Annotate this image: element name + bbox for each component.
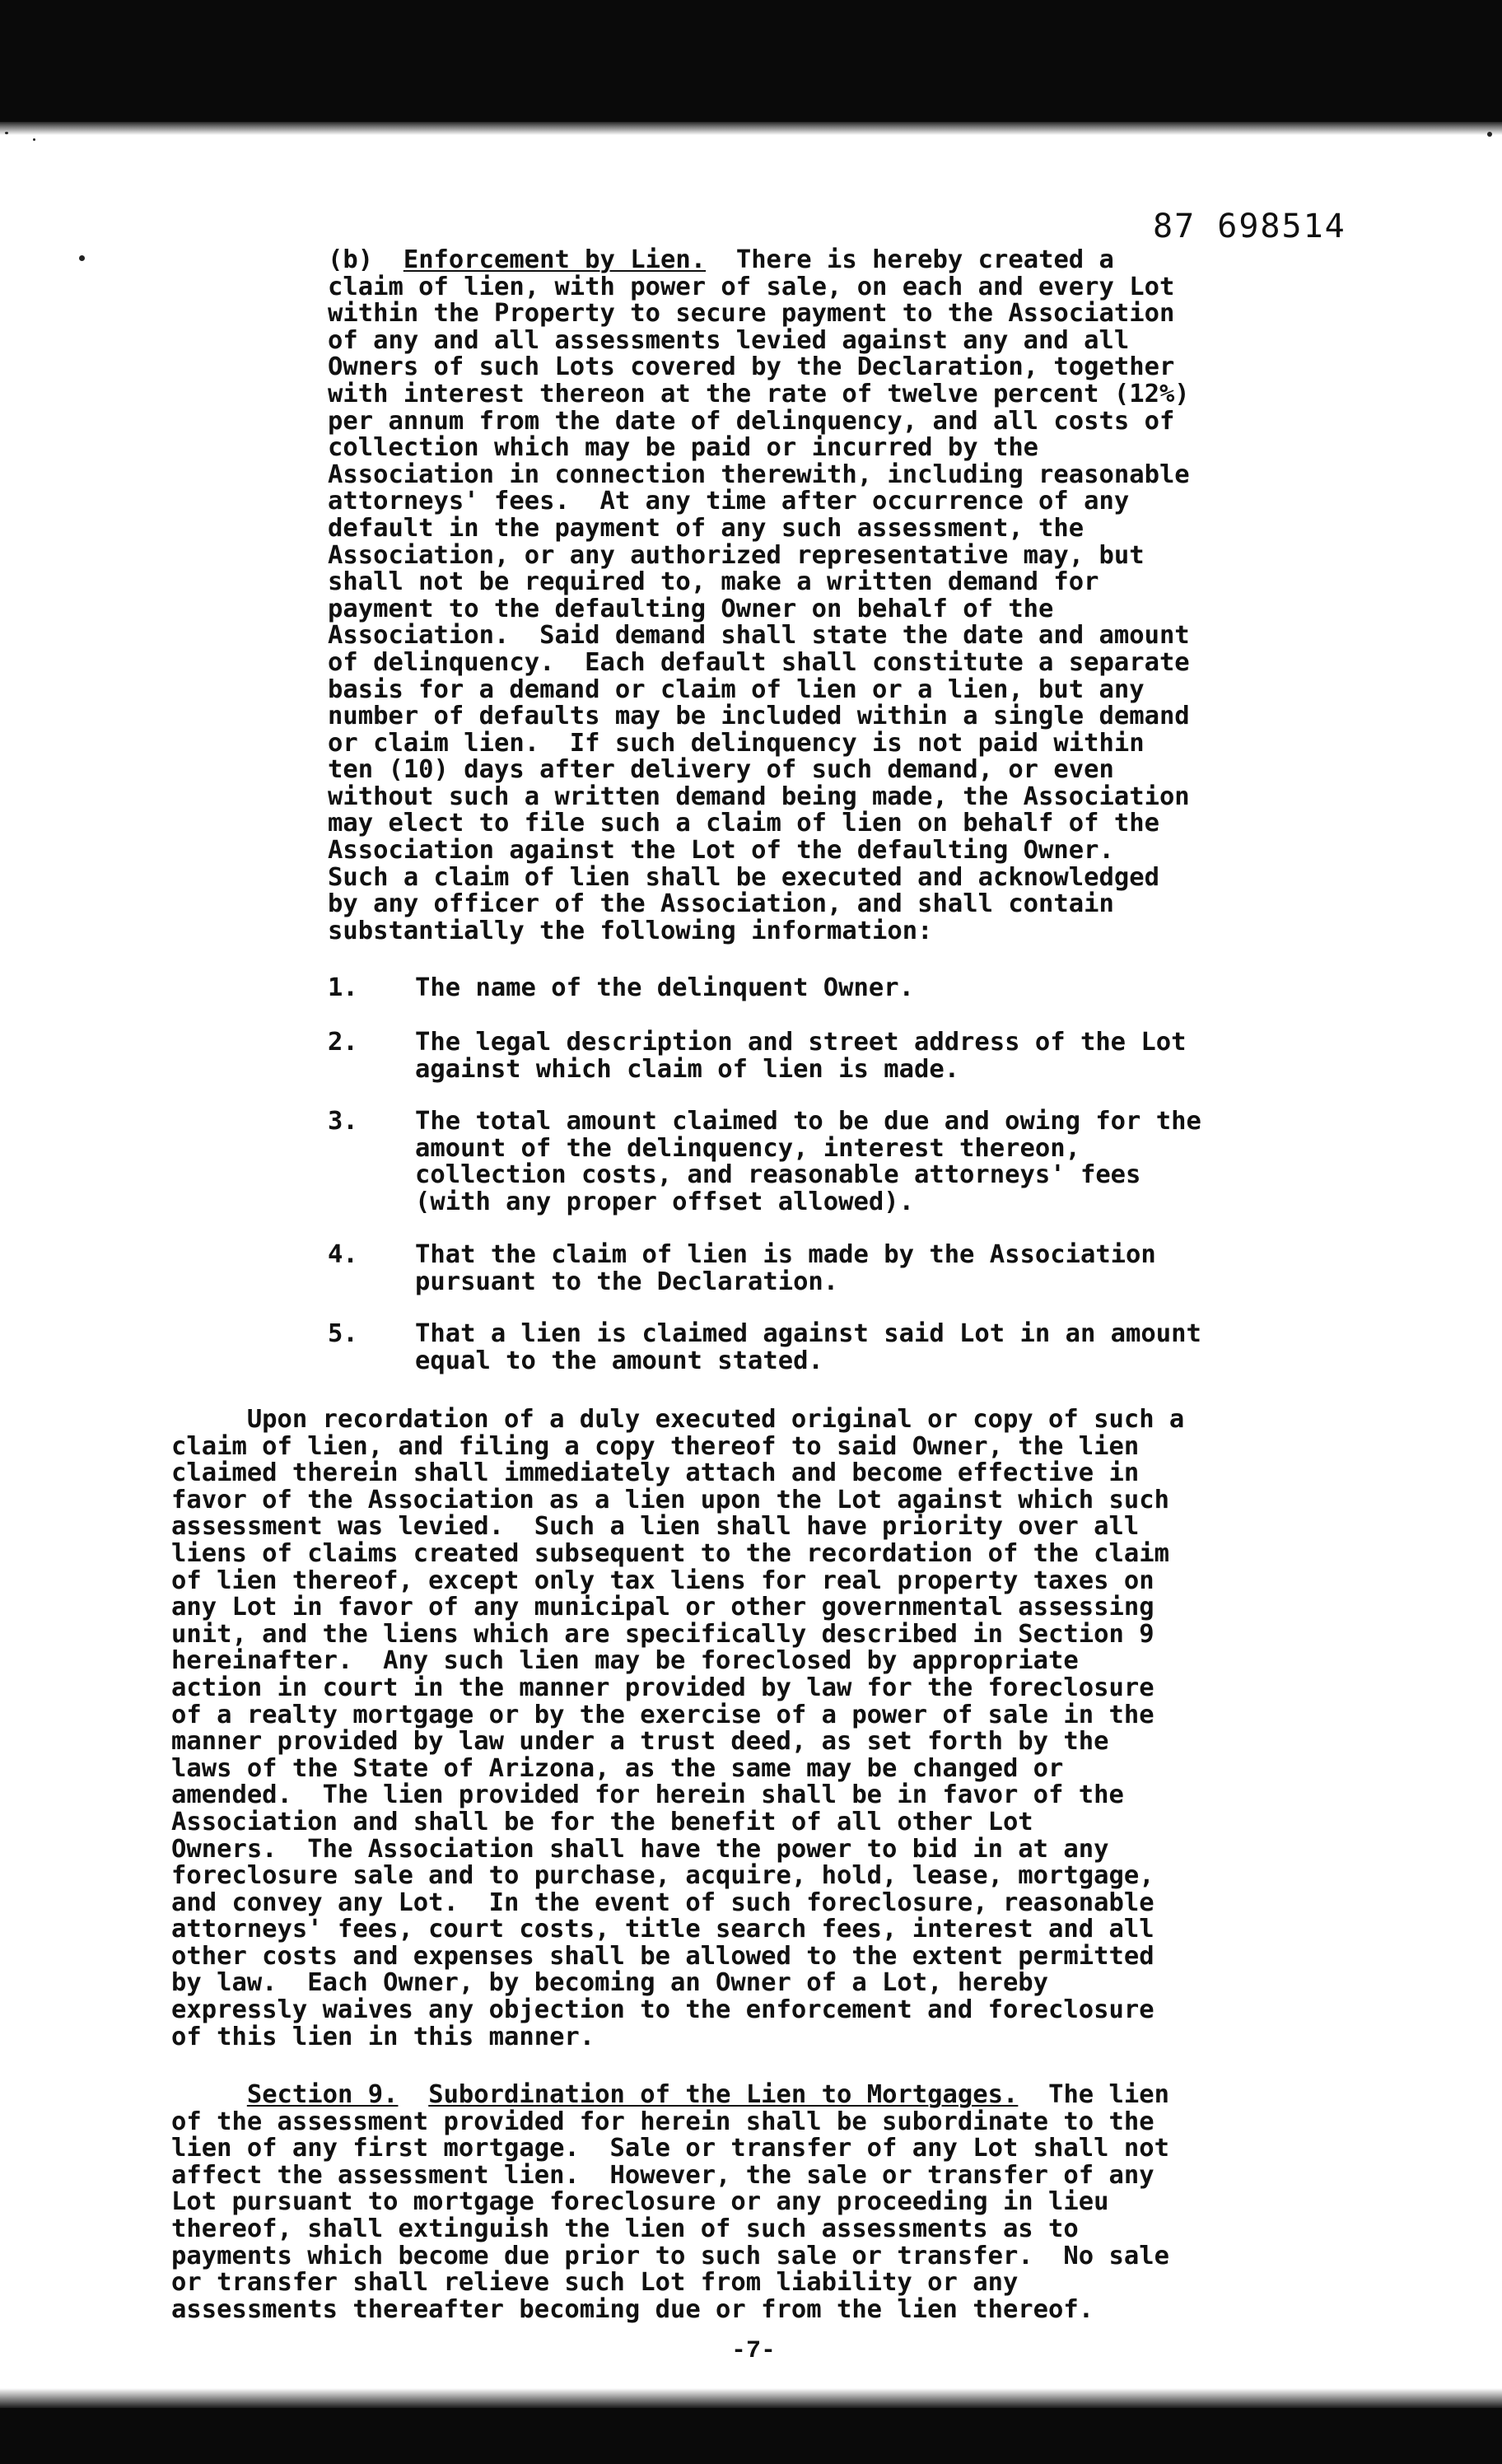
scan-bottom-shadow <box>0 2388 1502 2410</box>
list-item-text: That the claim of lien is made by the Association pursuant to the Declaration. <box>415 1240 1156 1296</box>
enforcement-line: or claim lien. If such delinquency is not paid within <box>328 728 1145 758</box>
list-item-number: 2. <box>328 1028 358 1057</box>
scan-top-shadow <box>0 120 1502 135</box>
enforcement-line: Association. Said demand shall state the date and amount <box>328 621 1190 651</box>
list-item-number: 5. <box>328 1319 358 1348</box>
enforcement-line: Association in connection therewith, including reasonable <box>328 460 1190 489</box>
list-item-number: 3. <box>328 1107 358 1136</box>
scan-top-border <box>0 0 1502 122</box>
section-9-first-line <box>171 2082 1169 2109</box>
enforcement-line: claim of lien, with power of sale, on each and every Lot <box>328 272 1175 301</box>
enforcement-line: with interest thereon at the rate of twelve percent (12%) <box>328 379 1190 408</box>
enforcement-line: basis for a demand or claim of lien or a lien, but any <box>328 674 1145 704</box>
scan-bottom-border <box>0 2408 1502 2464</box>
enforcement-line: by any officer of the Association, and shall contain <box>328 889 1114 919</box>
recordation-paragraph: Upon recordation of a duly executed original or copy of such a claim of lien, and filing a copy thereof to said Owner, the lien claimed therein shall immediately attach and become effective in favor of the Association as a lien upon the Lot against which such assessment was levied. Such a lien shall have priority over all liens of claims created subsequent to the recordation of the claim of lien thereof, except only tax liens for real property taxes on any Lot in favor of any municipal or other governmental assessing unit, and the liens which are specifically described in Section 9 hereinafter. Any such lien may be foreclosed by appropriate action in court in the manner provided by law for the foreclosure of a realty mortgage or by the exercise of a power of sale in the manner provided by law under a trust deed, as set forth by the laws of the State of Arizona, as the same may be changed or amended. The lien provided for herein shall be in favor of the Association and shall be for the benefit of all other Lot Owners. The Association shall have the power to bid in at any foreclosure sale and to purchase, acquire, hold, lease, mortgage, and convey any Lot. In the event of such foreclosure, reasonable attorneys' fees, court costs, title search fees, interest and all other costs and expenses shall be allowed to the extent permitted by law. Each Owner, by becoming an Owner of a Lot, hereby expressly waives any objection to the enforcement and foreclosure of this lien in this manner. <box>171 1405 1185 2051</box>
enforcement-line: payment to the defaulting Owner on behalf of the <box>328 594 1054 623</box>
section-9-body: of the assessment provided for herein shall be subordinate to the lien of any first mortgage. Sale or transfer of any Lot shall not affect the assessment lien. However, the sale or transfer of any Lot pursuant to mortgage foreclosure or any proceeding in lieu thereof, shall extinguish the lien of such assessments as to payments which become due prior to such sale or transfer. No sale or transfer shall relieve such Lot from liability or any assessments thereafter becoming due or from the lien thereof. <box>171 2107 1169 2324</box>
enforcement-line: shall not be required to, make a written demand for <box>328 567 1099 597</box>
enforcement-paragraph <box>328 247 1190 945</box>
margin-mark <box>79 255 85 261</box>
subsection-label: (b) <box>328 245 374 274</box>
enforcement-line: default in the payment of any such assessment, the <box>328 513 1085 543</box>
enforcement-line: collection which may be paid or incurred by the <box>328 433 1039 463</box>
list-item-text: The legal description and street address of the Lot against which claim of lien is made. <box>415 1028 1187 1084</box>
section-9 <box>171 2082 1169 2323</box>
enforcement-line: may elect to file such a claim of lien on behalf of the <box>328 809 1159 838</box>
enforcement-first-line-tail: There is hereby created a <box>735 245 1114 274</box>
list-item-text: The name of the delinquent Owner. <box>415 973 914 1002</box>
enforcement-heading: Enforcement by Lien. <box>403 245 707 274</box>
enforcement-line: attorneys' fees. At any time after occurrence of any <box>328 487 1130 516</box>
enforcement-line: substantially the following information: <box>328 916 933 945</box>
enforcement-line: within the Property to secure payment to the Association <box>328 299 1175 329</box>
enforcement-line: Owners of such Lots covered by the Declaration, together <box>328 352 1175 382</box>
list-item-text: The total amount claimed to be due and owing for the amount of the delinquency, interest thereon, collection costs, and reasonable attorneys' fees (with any proper offset allowed). <box>415 1107 1201 1216</box>
enforcement-line: without such a written demand being made, the Association <box>328 782 1190 811</box>
enforcement-line: Such a claim of lien shall be executed and acknowledged <box>328 862 1159 892</box>
enforcement-line: number of defaults may be included within a single demand <box>328 702 1190 731</box>
section-9-label: Section 9. <box>246 2080 399 2109</box>
section-9-title: Subordination of the Lien to Mortgages. <box>428 2080 1019 2109</box>
enforcement-line: per annum from the date of delinquency, and all costs of <box>328 406 1175 436</box>
enforcement-line: ten (10) days after delivery of such demand, or even <box>328 755 1114 785</box>
enforcement-body <box>328 274 1190 945</box>
scan-speck <box>5 132 8 134</box>
enforcement-line: Association against the Lot of the defaulting Owner. <box>328 836 1114 866</box>
list-item-number: 4. <box>328 1240 358 1269</box>
enforcement-first-line <box>328 247 1190 274</box>
scan-speck <box>33 138 35 141</box>
enforcement-line: of delinquency. Each default shall constitute a separate <box>328 647 1190 677</box>
scan-speck <box>1487 132 1492 137</box>
page-number: -7- <box>728 2337 779 2365</box>
list-item-text: That a lien is claimed against said Lot in an amount equal to the amount stated. <box>415 1319 1201 1375</box>
enforcement-line: Association, or any authorized representative may, but <box>328 540 1145 570</box>
document-number: 87 698514 <box>1153 208 1346 245</box>
list-item-number: 1. <box>328 973 358 1002</box>
enforcement-line: of any and all assessments levied against any and all <box>328 325 1130 355</box>
section-9-first-line-tail: The lien <box>1048 2080 1169 2109</box>
